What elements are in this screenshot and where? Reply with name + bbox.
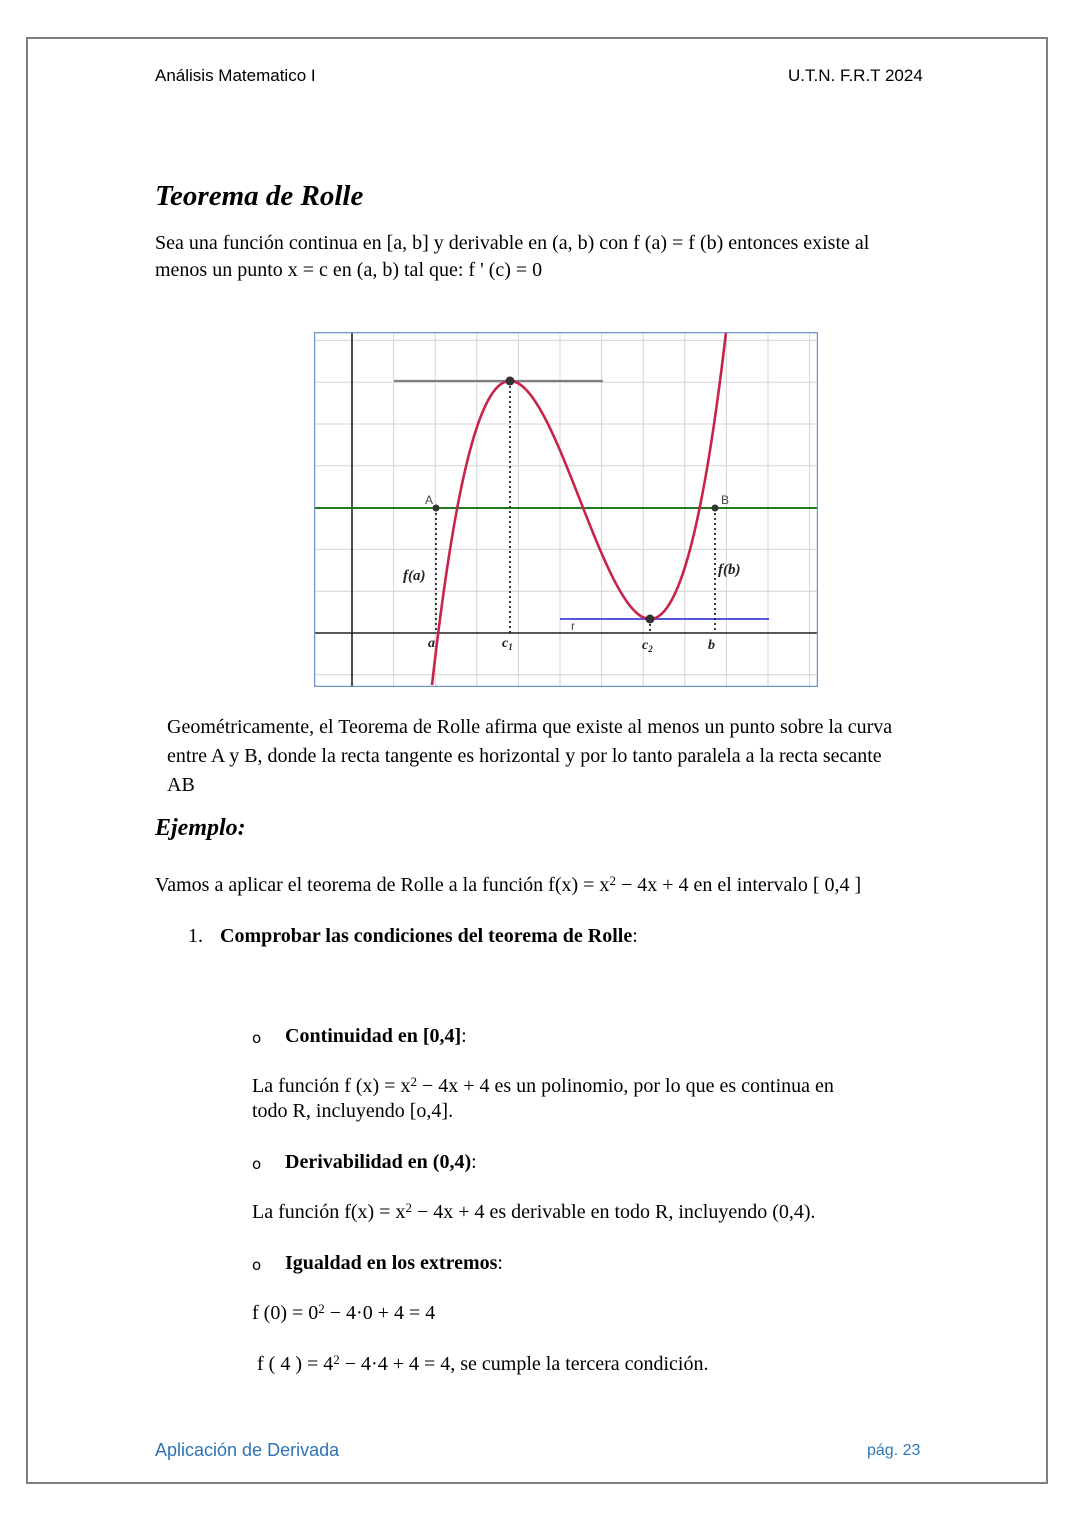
section-title: Teorema de Rolle	[155, 180, 364, 212]
example-title: Ejemplo:	[155, 815, 246, 841]
step-heading: Comprobar las condiciones del teorema de Rolle:	[220, 925, 638, 947]
example-intro: Vamos a aplicar el teorema de Rolle a la función $f(x) = x^2 - 4x + 4$ en el intervalo [ 0,4 ]	[155, 873, 862, 896]
step-number: 1.	[188, 925, 203, 947]
label-r: r	[571, 619, 575, 633]
label-c2: $c_2$	[642, 638, 653, 654]
theorem-statement-line2: menos un punto x = c en (a, b) tal que: f ' (c) = 0	[155, 259, 543, 281]
bullet-derivability: o	[252, 1155, 262, 1173]
label-b: b	[708, 638, 715, 653]
theorem-statement-line1: Sea una función continua en [a, b] y derivable en (a, b) con f (a) = f (b) entonces existe al	[155, 232, 870, 254]
header-course: Análisis Matematico I	[155, 66, 316, 85]
label-a: a	[428, 636, 435, 651]
label-fa: f(a)	[403, 568, 426, 584]
header-institution: U.T.N. F.R.T 2024	[788, 66, 923, 85]
geometric-line3: AB	[167, 774, 195, 796]
equality-eq1: f $(0) = 0^2 - 4\cdot 0 + 4 = 4$	[252, 1301, 436, 1324]
point-c2	[646, 615, 655, 624]
derivability-line: La función $f(x) = x^2 - 4x + 4$ es derivable en todo R, incluyendo (0,4).	[252, 1200, 816, 1223]
continuity-heading: Continuidad en [0,4]:	[285, 1025, 467, 1047]
footer-page-number: pág. 23	[867, 1442, 921, 1459]
continuity-line1: La función f $(x) = x^2 - 4x + 4$ es un polinomio, por lo que es continua en	[252, 1074, 834, 1097]
point-b	[712, 505, 719, 512]
point-c1	[506, 377, 515, 386]
geometric-line2: entre A y B, donde la recta tangente es horizontal y por lo tanto paralela a la recta secante	[167, 745, 882, 767]
bullet-equality: o	[252, 1256, 262, 1274]
label-point-a: A	[425, 493, 434, 507]
rolle-graph	[314, 332, 818, 687]
equality-eq2: f ( 4 ) = $4^2 - 4\cdot 4 + 4 = 4$, se cumple la tercera condición.	[257, 1352, 709, 1375]
equality-heading: Igualdad en los extremos:	[285, 1252, 503, 1274]
footer-title: Aplicación de Derivada	[155, 1440, 340, 1460]
bullet-continuity: o	[252, 1029, 262, 1047]
continuity-line2: todo R, incluyendo [o,4].	[252, 1100, 454, 1122]
point-a	[433, 505, 440, 512]
label-fb: f(b)	[718, 562, 741, 578]
label-point-b: B	[721, 493, 730, 507]
derivability-heading: Derivabilidad en (0,4):	[285, 1151, 477, 1173]
geometric-line1: Geométricamente, el Teorema de Rolle afirma que existe al menos un punto sobre la curva	[167, 716, 893, 738]
label-c1: $c_1$	[502, 636, 513, 652]
